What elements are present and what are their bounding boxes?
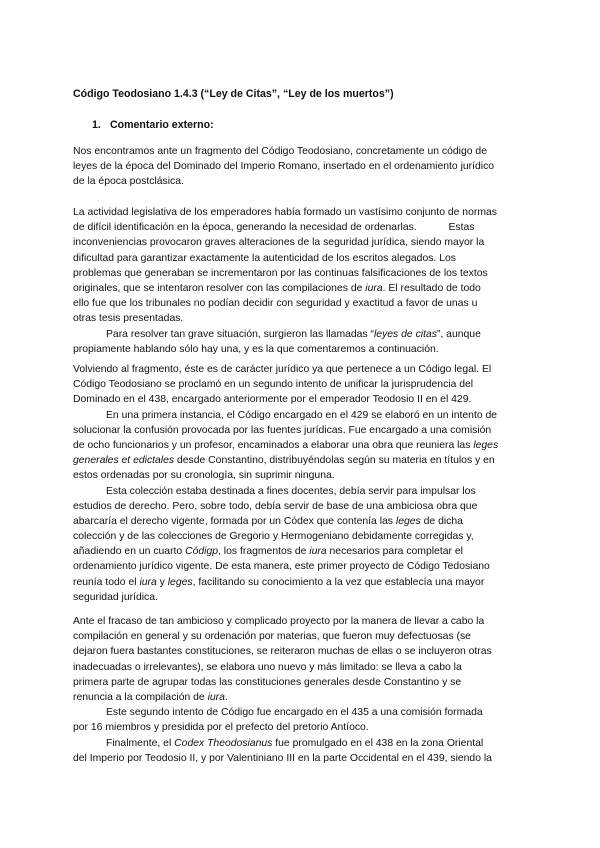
text-run: ”, aunque bbox=[436, 328, 481, 340]
text-line: estos ordenadas por su cronología, sin suprimir ninguna. bbox=[73, 470, 335, 482]
text-run: de dicha bbox=[420, 515, 463, 527]
text-line: Código Teodosiano se proclamó en un segundo intento de unificar la jurisprudencia del bbox=[73, 379, 474, 391]
text-line: Este segundo intento de Código fue encargado en el 435 a una comisión formada bbox=[106, 707, 483, 719]
italic-term: iura bbox=[207, 691, 225, 703]
text-run: y bbox=[156, 576, 168, 588]
text-line: colección y de las colecciones de Gregorio y Hermogeniano debidamente corregidas y, bbox=[73, 531, 474, 543]
text-run: añadiendo en un cuarto bbox=[73, 546, 186, 558]
text-line: propiamente hablando sólo hay una, y es la que comentaremos a continuación. bbox=[73, 343, 439, 355]
text-line: problemas que generaban se incrementaron por las continuas falsificaciones de los textos bbox=[73, 267, 488, 279]
text-run: renuncia a la compilación de bbox=[73, 691, 208, 703]
italic-term: Codex Theodosianus bbox=[174, 737, 273, 749]
paragraph-3 bbox=[73, 362, 529, 605]
text-line: En una primera instancia, el Código encargado en el 429 se elaboró en un intento de bbox=[106, 409, 498, 421]
text-line: del Imperio por Teodosio II, y por Valentiniano III en la parte Occidental en el 439, siendo la bbox=[73, 752, 492, 764]
text-line: Nos encontramos ante un fragmento del Código Teodosiano, concretamente un código de bbox=[73, 146, 487, 157]
text-line: ordenamiento jurídico vigente. De esta manera, este primer proyecto de Código Tedosiano bbox=[73, 561, 490, 573]
text-line: Volviendo al fragmento, éste es de carácter jurídico ya que pertenece a un Código legal. El bbox=[73, 364, 492, 375]
text-run: originales, que se intentaron resolver con las compilaciones de bbox=[73, 282, 366, 294]
text-line: estudios de derecho. Pero, sobre todo, debía servir de base de una ambiciosa obra que bbox=[73, 500, 478, 512]
text-line: seguridad jurídica. bbox=[73, 591, 158, 603]
text-line: dejaron fuera bastantes constituciones, se reiteraron muchas de ellas o se incluyeron otras bbox=[73, 646, 492, 658]
italic-term: Códigp bbox=[185, 546, 219, 558]
text-line bbox=[73, 514, 529, 529]
section-number: 1. bbox=[92, 119, 101, 131]
text-run: Para resolver tan grave situación, surgieron las llamadas “ bbox=[106, 328, 374, 340]
text-run: desde Constantino, distribuyéndolas según su materia en títulos y en bbox=[174, 455, 495, 467]
text-run: fue promulgado en el 438 en la zona Oriental bbox=[272, 737, 484, 749]
italic-term: iura bbox=[365, 282, 383, 294]
italic-term: generales et edictales bbox=[73, 455, 175, 467]
italic-term: leges bbox=[167, 576, 193, 588]
italic-term: iura bbox=[309, 546, 327, 558]
text-line bbox=[73, 544, 529, 559]
text-line: solucionar la confusión provocada por las fuentes jurídicas. Fue encargado a una comisión bbox=[73, 424, 492, 436]
text-line: La actividad legislativa de los emperadores había formado un vastísimo conjunto de normas bbox=[73, 207, 497, 218]
text-line: por 16 miembros y presidida por el prefecto del pretorio Antíoco. bbox=[73, 722, 369, 734]
section-label: Comentario externo: bbox=[110, 119, 214, 131]
text-line bbox=[73, 453, 529, 468]
text-line: inconveniencias provocaron graves alteraciones de la seguridad jurídica, siendo mayor la bbox=[73, 237, 485, 249]
text-line bbox=[73, 575, 529, 590]
text-run: abarcaría el derecho vigente, formada por un Códex que contenía las bbox=[73, 515, 396, 527]
paragraph-4 bbox=[73, 614, 529, 766]
text-run: . bbox=[224, 691, 228, 703]
text-line bbox=[73, 690, 529, 705]
italic-term: leges bbox=[473, 439, 499, 451]
text-line: otras tesis presentadas. bbox=[73, 313, 184, 325]
text-line bbox=[73, 438, 529, 453]
text-run: Finalmente, el bbox=[106, 737, 175, 749]
text-line bbox=[73, 736, 529, 751]
text-line bbox=[73, 281, 529, 296]
paragraph-2 bbox=[73, 205, 529, 357]
text-line bbox=[73, 327, 529, 342]
text-line: inadecuadas o irrelevantes), se elabora uno nuevo y más limitado: se lleva a cabo la bbox=[73, 661, 462, 673]
text-line: Esta colección estaba destinada a fines docentes, debía servir para impulsar los bbox=[106, 485, 476, 497]
text-line: dificultad para garantizar exactamente la autenticidad de los escritos alegados. Los bbox=[73, 252, 456, 264]
text-line: de difícil identificación en la época, generando la necesidad de ordenarlas. Estas bbox=[73, 222, 475, 234]
text-line: ello fue que los tribunales no podían decidir con seguridad y exactitud a favor de unas u bbox=[73, 298, 478, 310]
text-run: . El resultado de todo bbox=[382, 282, 481, 294]
section-heading bbox=[92, 118, 214, 133]
text-run: reunía todo el bbox=[73, 576, 140, 588]
text-line: compilación en general y su ordenación por materias, que fueron muy defectuosas (se bbox=[73, 631, 471, 643]
paragraph-1 bbox=[73, 144, 529, 190]
text-line: Dominado en el 438, encargado anteriormente por el emperador Teodosio II en el 429. bbox=[73, 394, 472, 406]
text-line: de la época postclásica. bbox=[73, 176, 184, 188]
document-title: Código Teodosiano 1.4.3 (“Ley de Citas”, “Ley de los muertos”) bbox=[73, 88, 394, 100]
text-line: leyes de la época del Dominado del Imperio Romano, insertado en el ordenamiento jurídico bbox=[73, 161, 495, 173]
italic-term: iura bbox=[139, 576, 157, 588]
text-line: primera parte de agrupar todas las constituciones generales desde Constantino y se bbox=[73, 676, 462, 688]
text-line: Ante el fracaso de tan ambicioso y complicado proyecto por la manera de llevar a cabo la bbox=[73, 616, 485, 627]
text-run: de ocho funcionarios y un profesor, encaminados a elaborar una obra que reuniera las bbox=[73, 439, 474, 451]
italic-term: leyes de citas bbox=[373, 328, 437, 340]
text-run: , facilitando su conocimiento a la vez que establecía una mayor bbox=[192, 576, 485, 588]
text-run: necesarios para completar el bbox=[326, 546, 463, 558]
text-run: , los fragmentos de bbox=[218, 546, 310, 558]
italic-term: leges bbox=[395, 515, 421, 527]
